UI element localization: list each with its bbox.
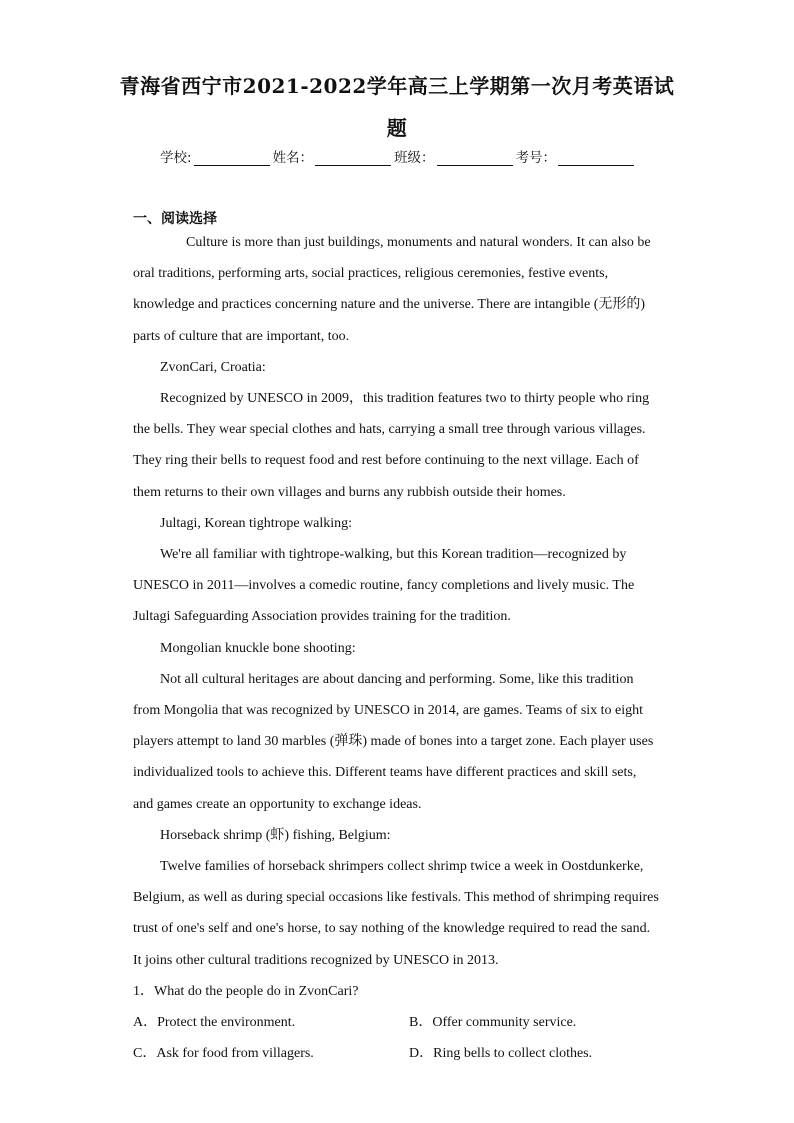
class-field[interactable] [437, 151, 513, 166]
passage-line: from Mongolia that was recognized by UNESCO in 2014, are games. Teams of six to eight [133, 703, 644, 718]
page-title-continued: 题 [386, 116, 408, 140]
exam-number-field[interactable] [558, 151, 634, 166]
passage-line: Twelve families of horseback shrimpers collect shrimp twice a week in Oostdunkerke, [160, 859, 644, 874]
student-info-row [160, 146, 637, 166]
question-stem: 1．What do the people do in ZvonCari? [133, 984, 359, 999]
passage-line: Recognized by UNESCO in 2009，this tradition features two to thirty people who ring [160, 391, 650, 406]
passage-line: UNESCO in 2011—involves a comedic routine, fancy completions and lively music. The [133, 578, 635, 593]
passage-line: trust of one's self and one's horse, to say nothing of the knowledge required to read the sand. [133, 921, 651, 936]
passage-line: them returns to their own villages and burns any rubbish outside their homes. [133, 485, 566, 500]
passage-line: Culture is more than just buildings, monuments and natural wonders. It can also be [186, 235, 651, 250]
section-heading: 一、阅读选择 [133, 211, 217, 227]
passage-line: Belgium, as well as during special occasions like festivals. This method of shrimping requires [133, 890, 659, 905]
passage-line: individualized tools to achieve this. Different teams have different practices and skill sets, [133, 765, 637, 780]
passage-line: players attempt to land 30 marbles (弹珠) made of bones into a target zone. Each player uses [133, 734, 654, 749]
passage-line: Not all cultural heritages are about dancing and performing. Some, like this tradition [160, 672, 634, 687]
name-label: 姓名： [272, 150, 314, 166]
passage-line: oral traditions, performing arts, social practices, religious ceremonies, festive events, [133, 266, 609, 281]
passage-line: They ring their bells to request food and rest before continuing to the next village. Each of [133, 453, 639, 468]
passage-line: the bells. They wear special clothes and hats, carrying a small tree through various villages. [133, 422, 646, 437]
option-c[interactable]: C．Ask for food from villagers. [133, 1046, 314, 1061]
option-b[interactable]: B．Offer community service. [409, 1015, 577, 1030]
option-a[interactable]: A．Protect the environment. [133, 1015, 296, 1030]
passage-line: and games create an opportunity to exchange ideas. [133, 797, 422, 812]
class-label: 班级： [394, 150, 435, 166]
passage-line: It joins other cultural traditions recognized by UNESCO in 2013. [133, 953, 499, 968]
passage-line: knowledge and practices concerning nature and the universe. There are intangible (无形的) [133, 297, 646, 312]
passage-subheading: Jultagi, Korean tightrope walking: [160, 516, 353, 531]
passage-line: We're all familiar with tightrope-walking, but this Korean tradition—recognized by [160, 547, 627, 562]
name-field[interactable] [315, 151, 391, 166]
passage-subheading: ZvonCari, Croatia: [160, 360, 266, 375]
passage-subheading: Mongolian knuckle bone shooting: [160, 641, 356, 656]
passage-line: parts of culture that are important, too. [133, 329, 350, 344]
passage-line: Jultagi Safeguarding Association provides training for the tradition. [133, 609, 511, 624]
school-label: 学校: [160, 150, 192, 166]
passage-subheading: Horseback shrimp (虾) fishing, Belgium: [160, 828, 391, 843]
exam-number-label: 考号： [515, 150, 557, 166]
school-field[interactable] [194, 151, 270, 166]
option-d[interactable]: D．Ring bells to collect clothes. [409, 1046, 593, 1061]
page-title: 青海省西宁市2021-2022学年高三上学期第一次月考英语试 [119, 74, 675, 98]
